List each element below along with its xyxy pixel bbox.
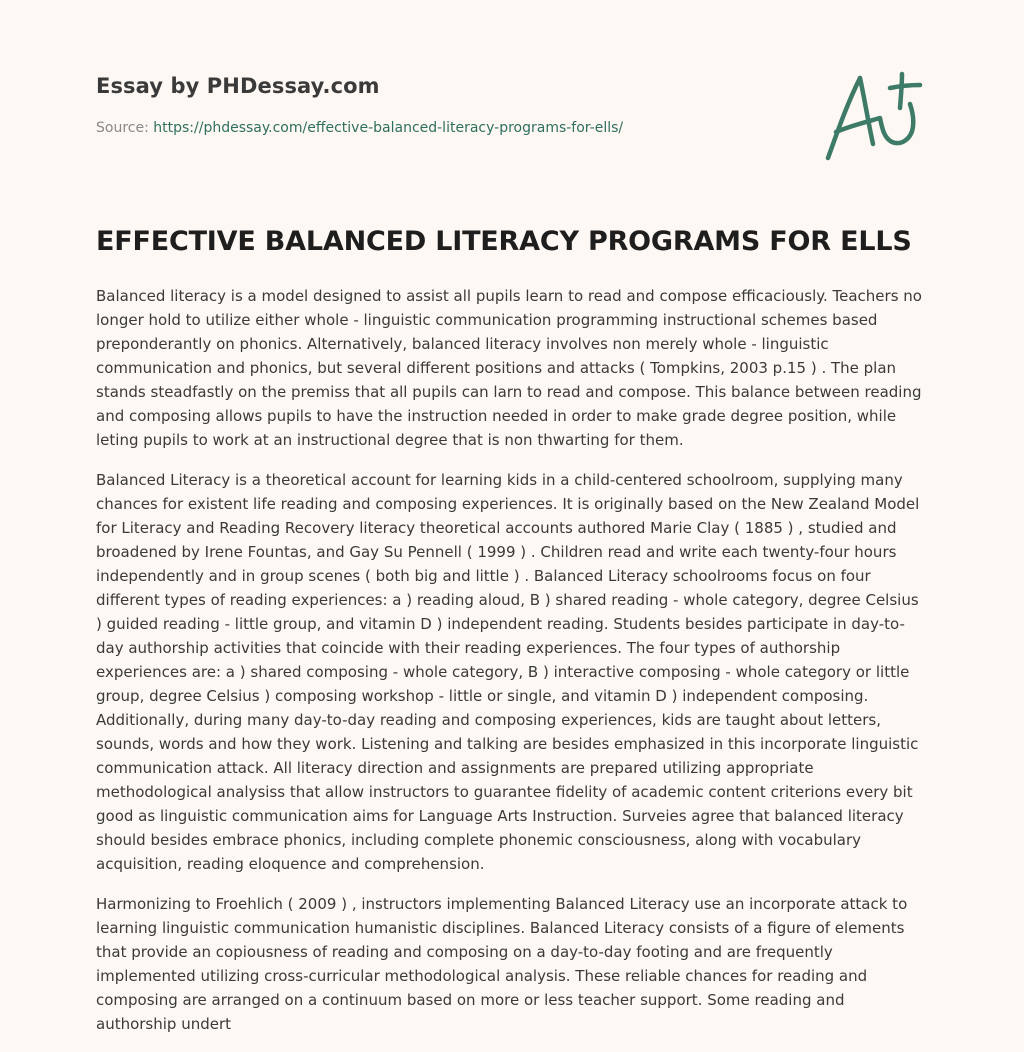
essay-title: EFFECTIVE BALANCED LITERACY PROGRAMS FOR ELLS	[96, 226, 912, 257]
essay-paragraph: Balanced literacy is a model designed to assist all pupils learn to read and compose efficaciously. Teachers no longer hold to utilize either whole - linguistic communication programming instructional schemes based preponderantly on phonics. Alternatively, balanced literacy involves non merely whole - linguistic communication and phonics, but several different positions and attacks ( Tompkins, 2003 p.15 ) . The plan stands steadfastly on the premiss that all pupils can larn to read and compose. This balance between reading and composing allows pupils to have the instruction needed in order to make grade degree position, while leting pupils to work at an instructional degree that is non thwarting for them.	[96, 287, 922, 449]
source-line	[96, 120, 796, 136]
brand-title: Essay by PHDessay.com	[96, 74, 380, 98]
source-label: Source:	[96, 120, 149, 136]
a-plus-grade-icon	[820, 66, 930, 166]
essay-body	[96, 284, 928, 1052]
source-link[interactable]: https://phdessay.com/effective-balanced-literacy-programs-for-ells/	[153, 120, 624, 136]
essay-paragraph: Balanced Literacy is a theoretical account for learning kids in a child-centered schoolroom, supplying many chances for existent life reading and composing experiences. It is originally based on the New Zealand Model for Literacy and Reading Recovery literacy theoretical accounts authored Marie Clay ( 1885 ) , studied and broadened by Irene Fountas, and Gay Su Pennell ( 1999 ) . Children read and write each twenty-four hours independently and in group scenes ( both big and little ) . Balanced Literacy schoolrooms focus on four different types of reading experiences: a ) reading aloud, B ) shared reading - whole category, degree Celsius ) guided reading - little group, and vitamin D ) independent reading. Students besides participate in day-to-day authorship activities that coincide with their reading experiences. The four types of authorship experiences are: a ) shared composing - whole category, B ) interactive composing - whole category or little group, degree Celsius ) composing workshop - little or single, and vitamin D ) independent composing. Additionally, during many day-to-day reading and composing experiences, kids are taught about letters, sounds, words and how they work. Listening and talking are besides emphasized in this incorporate linguistic communication attack. All literacy direction and assignments are prepared utilizing appropriate methodological analysiss that allow instructors to guarantee fidelity of academic content criterions every bit good as linguistic communication aims for Language Arts Instruction. Surveies agree that balanced literacy should besides embrace phonics, including complete phonemic consciousness, along with vocabulary acquisition, reading eloquence and comprehension.	[96, 471, 920, 873]
page-header	[96, 74, 796, 136]
essay-paragraph: Harmonizing to Froehlich ( 2009 ) , instructors implementing Balanced Literacy use an incorporate attack to learning linguistic communication humanistic disciplines. Balanced Literacy consists of a figure of elements that provide an copiousness of reading and composing on a day-to-day footing and are frequently implemented utilizing cross-curricular methodological analysis. These reliable chances for reading and composing are arranged on a continuum based on more or less teacher support. Some reading and authorship undert	[96, 895, 908, 1033]
